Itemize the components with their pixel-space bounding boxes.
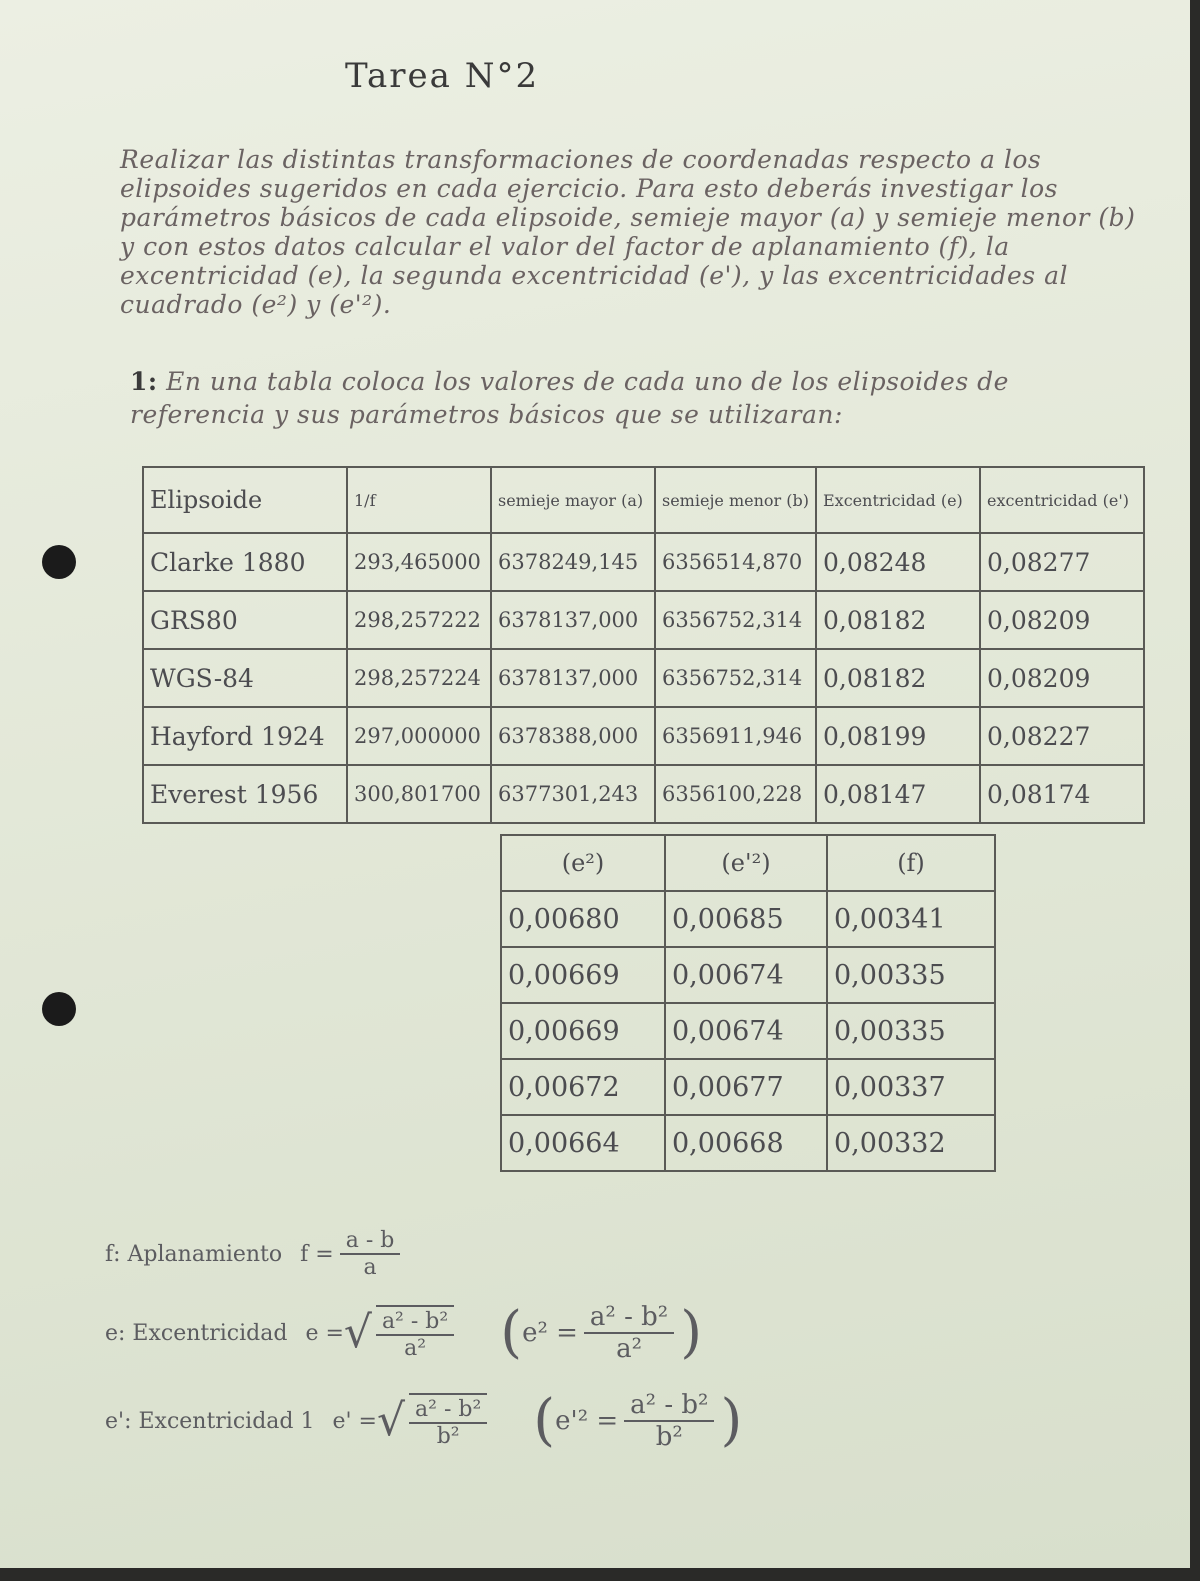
cell: 6378249,145 <box>491 533 655 591</box>
cell: 0,00332 <box>827 1115 995 1171</box>
cell: 6356752,314 <box>655 649 816 707</box>
formula-label: f: Aplanamiento <box>105 1241 283 1267</box>
denominator: a² <box>616 1334 643 1364</box>
cell: 0,00341 <box>827 891 995 947</box>
numerator: a² - b² <box>584 1302 674 1334</box>
table-row <box>143 533 1144 591</box>
formula-label: e': Excentricidad 1 <box>105 1408 315 1434</box>
table-row <box>501 1003 995 1059</box>
formula-second-eccentricity <box>105 1390 742 1452</box>
denominator: a² <box>404 1336 427 1361</box>
table-row <box>501 891 995 947</box>
cell: Everest 1956 <box>143 765 347 823</box>
cell: WGS-84 <box>143 649 347 707</box>
numerator: a² - b² <box>624 1390 714 1422</box>
cell: 0,08277 <box>980 533 1144 591</box>
cell: 0,08209 <box>980 649 1144 707</box>
cell: 0,08174 <box>980 765 1144 823</box>
formula-lhs: e² = <box>522 1318 578 1348</box>
fraction <box>409 1393 487 1449</box>
open-paren-icon: ( <box>500 1300 523 1365</box>
squared-formula <box>533 1390 742 1452</box>
cell: Hayford 1924 <box>143 707 347 765</box>
cell: 0,00335 <box>827 947 995 1003</box>
table-row <box>143 649 1144 707</box>
cell: 0,00674 <box>665 1003 827 1059</box>
cell: 0,00680 <box>501 891 665 947</box>
cell: 298,257224 <box>347 649 491 707</box>
table-header-row <box>501 835 995 891</box>
question-1 <box>130 365 1120 431</box>
col-header: excentricidad (e') <box>980 467 1144 533</box>
cell: 6378137,000 <box>491 649 655 707</box>
numerator: a - b <box>340 1228 401 1255</box>
cell: 0,08209 <box>980 591 1144 649</box>
square-root <box>377 1393 493 1449</box>
cell: 0,00674 <box>665 947 827 1003</box>
fraction <box>376 1305 454 1361</box>
instructions-paragraph: Realizar las distintas transformaciones de coordenadas respecto a los elipsoides sugeridos en cada ejercicio. Para esto deberás investigar los parámetros básicos de cada elipsoide, semieje mayor (a) y semieje menor (b) y con estos datos calcular el valor del factor de aplanamiento (f), la excentricidad (e), la segunda excentricidad (e'), y las excentricidades al cuadrado (e²) y (e'²). <box>120 145 1136 319</box>
cell: 0,00685 <box>665 891 827 947</box>
col-header: semieje menor (b) <box>655 467 816 533</box>
close-paren-icon: ) <box>680 1300 703 1365</box>
cell: 6378388,000 <box>491 707 655 765</box>
fraction <box>340 1228 401 1280</box>
cell: 6356100,228 <box>655 765 816 823</box>
denominator: b² <box>655 1422 683 1452</box>
radical-sign-icon: √ <box>376 1395 406 1446</box>
fraction <box>584 1302 674 1364</box>
cell: 0,08147 <box>816 765 980 823</box>
cell: 6378137,000 <box>491 591 655 649</box>
cell: 300,801700 <box>347 765 491 823</box>
table-row <box>143 765 1144 823</box>
table-row <box>143 591 1144 649</box>
cell: Clarke 1880 <box>143 533 347 591</box>
cell: 0,08199 <box>816 707 980 765</box>
formula-label: e: Excentricidad <box>105 1320 288 1346</box>
ellipsoid-table <box>142 466 1145 824</box>
fraction <box>624 1390 714 1452</box>
cell: 6377301,243 <box>491 765 655 823</box>
table-row <box>501 947 995 1003</box>
cell: 0,00337 <box>827 1059 995 1115</box>
table-header-row <box>143 467 1144 533</box>
cell: 0,08248 <box>816 533 980 591</box>
cell: 0,08182 <box>816 591 980 649</box>
page-title: Tarea N°2 <box>345 56 540 96</box>
binder-hole <box>42 545 76 579</box>
squared-formula <box>500 1302 702 1364</box>
cell: 0,00672 <box>501 1059 665 1115</box>
cell: 6356752,314 <box>655 591 816 649</box>
formula-eccentricity <box>105 1302 702 1364</box>
col-header: 1/f <box>347 467 491 533</box>
question-text: En una tabla coloca los valores de cada uno de los elipsoides de referencia y sus parámetros básicos que se utilizaran: <box>130 367 1009 429</box>
cell: 298,257222 <box>347 591 491 649</box>
denominator: a <box>363 1255 377 1280</box>
cell: 0,00669 <box>501 1003 665 1059</box>
cell: 6356911,946 <box>655 707 816 765</box>
squared-values-table <box>500 834 996 1172</box>
close-paren-icon: ) <box>720 1388 743 1453</box>
formula-flattening <box>105 1228 406 1280</box>
square-root <box>344 1305 460 1361</box>
question-number: 1: <box>130 367 158 396</box>
cell: 0,00668 <box>665 1115 827 1171</box>
cell: 0,00677 <box>665 1059 827 1115</box>
col-header: Excentricidad (e) <box>816 467 980 533</box>
cell: 0,00335 <box>827 1003 995 1059</box>
cell: GRS80 <box>143 591 347 649</box>
cell: 0,08182 <box>816 649 980 707</box>
col-header: (e²) <box>501 835 665 891</box>
cell: 0,00664 <box>501 1115 665 1171</box>
formula-lhs: f = <box>300 1241 334 1267</box>
col-header: Elipsoide <box>143 467 347 533</box>
denominator: b² <box>436 1424 460 1449</box>
table-row <box>501 1059 995 1115</box>
cell: 6356514,870 <box>655 533 816 591</box>
col-header: (e'²) <box>665 835 827 891</box>
formula-lhs: e'² = <box>555 1406 619 1436</box>
formula-lhs: e' = <box>332 1408 377 1434</box>
col-header: (f) <box>827 835 995 891</box>
numerator: a² - b² <box>409 1397 487 1424</box>
cell: 0,00669 <box>501 947 665 1003</box>
open-paren-icon: ( <box>533 1388 556 1453</box>
col-header: semieje mayor (a) <box>491 467 655 533</box>
numerator: a² - b² <box>376 1309 454 1336</box>
table-row <box>143 707 1144 765</box>
cell: 297,000000 <box>347 707 491 765</box>
formula-lhs: e = <box>305 1320 344 1346</box>
cell: 293,465000 <box>347 533 491 591</box>
cell: 0,08227 <box>980 707 1144 765</box>
table-row <box>501 1115 995 1171</box>
radical-sign-icon: √ <box>343 1307 372 1358</box>
binder-hole <box>42 992 76 1026</box>
